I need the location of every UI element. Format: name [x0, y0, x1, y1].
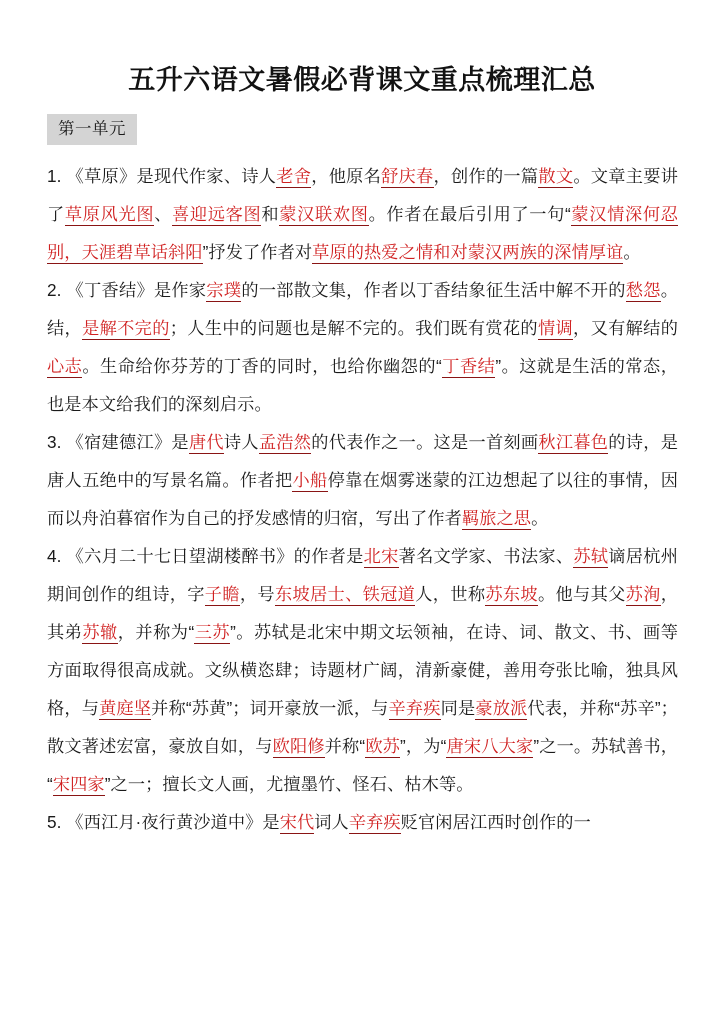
highlighted-keyword: 子瞻 — [204, 584, 240, 605]
highlighted-keyword: 苏轼 — [573, 546, 609, 567]
highlighted-keyword: 心志 — [47, 356, 83, 377]
body-content — [0, 145, 724, 841]
highlighted-keyword: 苏东坡 — [485, 584, 538, 605]
highlighted-keyword: 愁怨 — [625, 280, 661, 301]
highlighted-keyword: 辛弃疾 — [388, 698, 441, 719]
highlighted-keyword: 东坡居士、铁冠道 — [274, 584, 416, 605]
highlighted-keyword: 草原的热爱之情和对蒙汉两族的深情厚谊 — [312, 242, 624, 263]
highlighted-keyword: 欧苏 — [365, 736, 401, 757]
highlighted-keyword: 舒庆春 — [381, 166, 434, 187]
highlighted-keyword: 草原风光图 — [64, 204, 155, 225]
highlighted-keyword: 苏辙 — [82, 622, 118, 643]
highlighted-keyword: 情调 — [537, 318, 574, 339]
entry-paragraph-2: 2. 《丁香结》是作家宗璞的一部散文集，作者以丁香结象征生活中解不开的愁怨。结，是解不完的；人生中的问题也是解不完的。我们既有赏花的情调，又有解结的心志。生命给你芬芳的丁香的同时，也给你幽怨的“丁香结”。这就是生活的常态，也是本文给我们的深刻启示。 — [47, 280, 679, 415]
highlighted-keyword: 唐代 — [188, 432, 224, 453]
highlighted-keyword: 蒙汉情深何忍别，天涯碧草话斜阳 — [47, 204, 679, 263]
entry-paragraph-4: 4. 《六月二十七日望湖楼醉书》的作者是北宋著名文学家、书法家、苏轼谪居杭州期间创作的组诗，字子瞻，号东坡居士、铁冠道人，世称苏东坡。他与其父苏洵，其弟苏辙，并称为“三苏”。苏轼是北宋中期文坛领袖，在诗、词、散文、书、画等方面取得很高成就。文纵横恣肆；诗题材广阔，清新豪健，善用夸张比喻，独具风格，与黄庭坚并称“苏黄”；词开豪放一派，与辛弃疾同是豪放派代表，并称“苏辛”；散文著述宏富，豪放自如，与欧阳修并称“欧苏”，为“唐宋八大家”之一。苏轼善书，“宋四家”之一；擅长文人画，尤擅墨竹、怪石、枯木等。 — [47, 546, 679, 795]
unit-badge: 第一单元 — [47, 114, 137, 146]
highlighted-keyword: 北宋 — [363, 546, 399, 567]
unit-badge-row — [0, 98, 724, 146]
highlighted-keyword: 辛弃疾 — [348, 812, 401, 833]
highlighted-keyword: 黄庭坚 — [99, 698, 152, 719]
highlighted-keyword: 是解不完的 — [82, 318, 170, 339]
entry-paragraph-5: 5. 《西江月·夜行黄沙道中》是宋代词人辛弃疾贬官闲居江西时创作的一 — [47, 812, 591, 833]
highlighted-keyword: 三苏 — [194, 622, 231, 643]
highlighted-keyword: 宗璞 — [206, 280, 242, 301]
page-title: 五升六语文暑假必背课文重点梳理汇总 — [128, 65, 596, 95]
highlighted-keyword: 唐宋八大家 — [446, 736, 534, 757]
entry-paragraph-3: 3. 《宿建德江》是唐代诗人孟浩然的代表作之一。这是一首刻画秋江暮色的诗，是唐人五绝中的写景名篇。作者把小船停靠在烟雾迷蒙的江边想起了以往的事情，因而以舟泊暮宿作为自己的抒发感情的归宿，写出了作者羁旅之思。 — [47, 432, 678, 529]
highlighted-keyword: 散文 — [538, 166, 574, 187]
entry-paragraph-1: 1. 《草原》是现代作家、诗人老舍，他原名舒庆春，创作的一篇散文。文章主要讲了草原风光图、喜迎远客图和蒙汉联欢图。作者在最后引用了一句“蒙汉情深何忍别，天涯碧草话斜阳”抒发了作者对草原的热爱之情和对蒙汉两族的深情厚谊。 — [47, 166, 679, 263]
highlighted-keyword: 喜迎远客图 — [172, 204, 262, 225]
highlighted-keyword: 豪放派 — [475, 698, 528, 719]
highlighted-keyword: 欧阳修 — [272, 736, 325, 757]
highlighted-keyword: 蒙汉联欢图 — [279, 204, 369, 225]
highlighted-keyword: 丁香结 — [441, 356, 496, 377]
highlighted-keyword: 宋四家 — [52, 774, 105, 795]
highlighted-keyword: 苏洵 — [625, 584, 661, 605]
highlighted-keyword: 羁旅之思 — [461, 508, 532, 529]
highlighted-keyword: 秋江暮色 — [538, 432, 609, 453]
highlighted-keyword: 小船 — [292, 470, 328, 491]
highlighted-keyword: 老舍 — [276, 166, 312, 187]
highlighted-keyword: 宋代 — [279, 812, 315, 833]
highlighted-keyword: 孟浩然 — [258, 432, 312, 453]
